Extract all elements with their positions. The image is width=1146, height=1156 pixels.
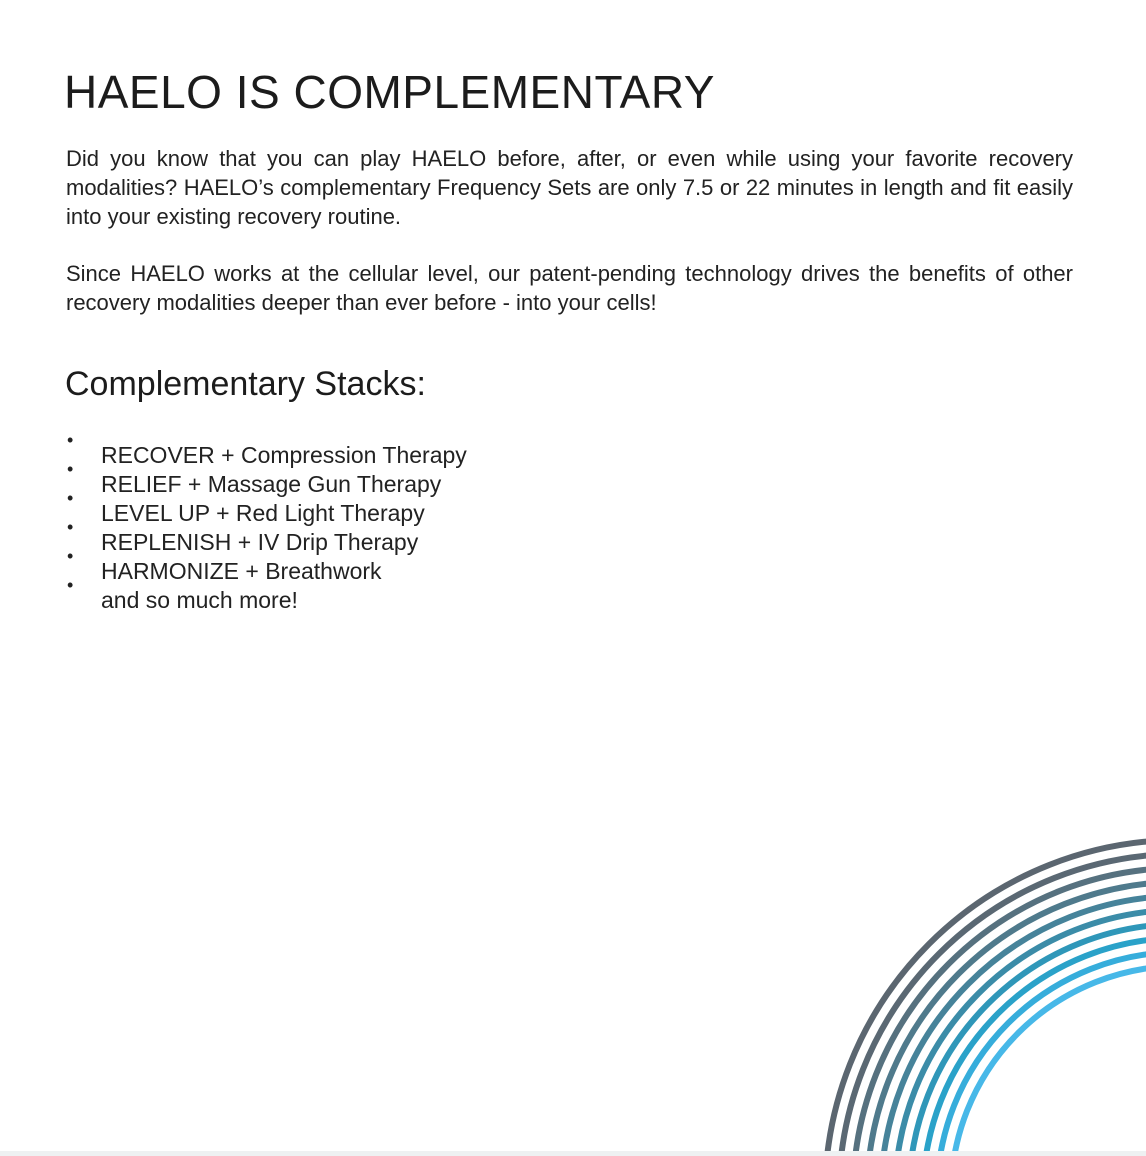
bullet-icon: • xyxy=(67,430,74,450)
cellular-paragraph: Since HAELO works at the cellular level, our patent-pending technology drives the benefits of other recovery modalities deeper than ever before - into your cells! xyxy=(66,261,1073,315)
stack-label: LEVEL UP + Red Light Therapy xyxy=(101,500,425,526)
stack-label: and so much more! xyxy=(101,587,298,613)
bullet-icon: • xyxy=(67,459,74,479)
stack-label: HARMONIZE + Breathwork xyxy=(101,558,382,584)
page-title: HAELO IS COMPLEMENTARY xyxy=(64,66,715,118)
bullet-icon: • xyxy=(67,546,74,566)
stack-label: RELIEF + Massage Gun Therapy xyxy=(101,471,442,497)
bullet-icon: • xyxy=(67,517,74,537)
bullet-icon: • xyxy=(67,488,74,508)
bullet-icon: • xyxy=(67,575,74,595)
stacks-heading: Complementary Stacks: xyxy=(65,365,426,403)
arc-ring xyxy=(839,854,1146,1156)
arc-ring xyxy=(825,840,1146,1156)
stack-label: REPLENISH + IV Drip Therapy xyxy=(101,529,419,555)
bottom-band xyxy=(0,1151,1146,1156)
intro-paragraph: Did you know that you can play HAELO before, after, or even while using your favorite recovery modalities? HAELO’s complementary Frequency Sets are only 7.5 or 22 minutes in length and fit easily into your existing recovery routine. xyxy=(66,146,1073,229)
stack-label: RECOVER + Compression Therapy xyxy=(101,442,467,468)
arc-ring xyxy=(909,924,1146,1156)
